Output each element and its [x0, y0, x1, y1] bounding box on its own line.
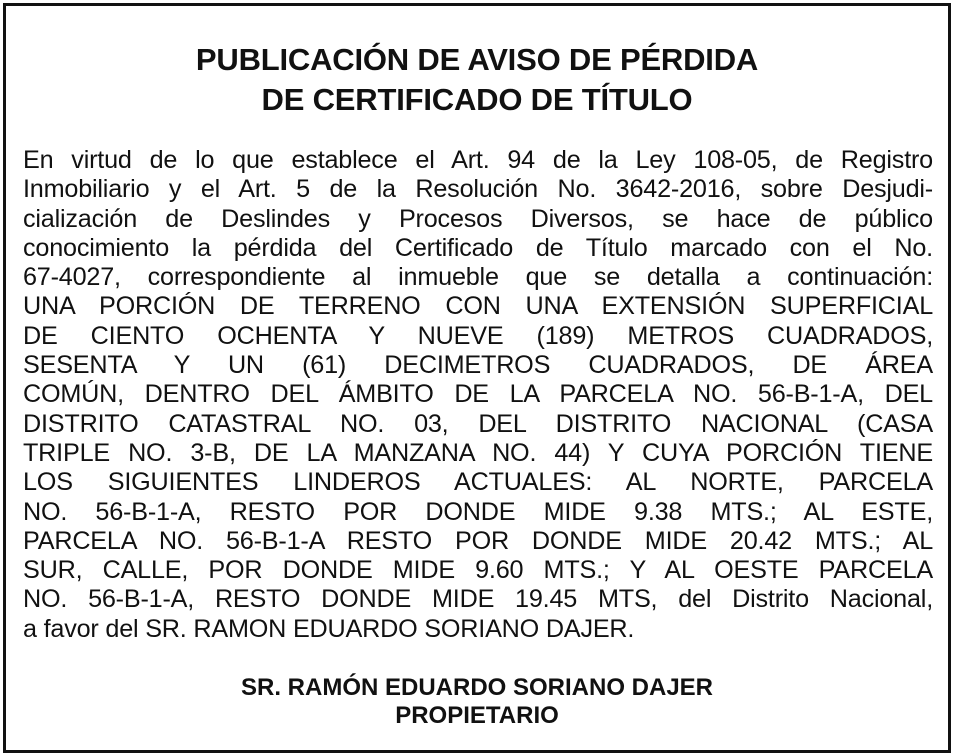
body-line: conocimiento la pérdida del Certificado de Título marcado con el No. [23, 233, 933, 262]
title-line-1: PUBLICACIÓN DE AVISO DE PÉRDIDA [195, 42, 759, 77]
body-line: LOS SIGUIENTES LINDEROS ACTUALES: AL NORTE, PARCELA [23, 468, 933, 497]
notice-body [23, 146, 933, 644]
notice-frame [3, 3, 951, 753]
notice-title [6, 40, 948, 120]
body-line: PARCELA NO. 56-B-1-A RESTO POR DONDE MIDE 20.42 MTS.; AL [23, 526, 933, 555]
body-line: NO. 56-B-1-A, RESTO POR DONDE MIDE 9.38 MTS.; AL ESTE, [23, 497, 933, 526]
body-line: SESENTA Y UN (61) DECIMETROS CUADRADOS, DE ÁREA [23, 351, 933, 380]
body-line: SUR, CALLE, POR DONDE MIDE 9.60 MTS.; Y AL OESTE PARCELA [23, 556, 933, 585]
body-line: cialización de Deslindes y Procesos Diversos, se hace de público [23, 204, 933, 233]
title-line-2: DE CERTIFICADO DE TÍTULO [261, 82, 693, 117]
body-line: TRIPLE NO. 3-B, DE LA MANZANA NO. 44) Y CUYA PORCIÓN TIENE [23, 438, 933, 467]
body-line: COMÚN, DENTRO DEL ÁMBITO DE LA PARCELA NO. 56-B-1-A, DEL [23, 380, 933, 409]
body-line: 67-4027, correspondiente al inmueble que se detalla a continuación: [23, 263, 933, 292]
body-line: UNA PORCIÓN DE TERRENO CON UNA EXTENSIÓN SUPERFICIAL [23, 292, 933, 321]
body-line: En virtud de lo que establece el Art. 94 de la Ley 108-05, de Registro [23, 146, 933, 174]
body-line: DE CIENTO OCHENTA Y NUEVE (189) METROS CUADRADOS, [23, 321, 933, 350]
body-line: Inmobiliario y el Art. 5 de la Resolución No. 3642-2016, sobre Desjudi- [23, 175, 933, 204]
body-line: NO. 56-B-1-A, RESTO DONDE MIDE 19.45 MTS, del Distrito Nacional, [23, 585, 933, 614]
body-line: a favor del SR. RAMON EDUARDO SORIANO DAJER. [23, 614, 635, 643]
signature-block [6, 674, 948, 730]
signatory-name: SR. RAMÓN EDUARDO SORIANO DAJER [240, 674, 714, 701]
signatory-role: PROPIETARIO [395, 702, 559, 729]
body-line: DISTRITO CATASTRAL NO. 03, DEL DISTRITO NACIONAL (CASA [23, 409, 933, 438]
